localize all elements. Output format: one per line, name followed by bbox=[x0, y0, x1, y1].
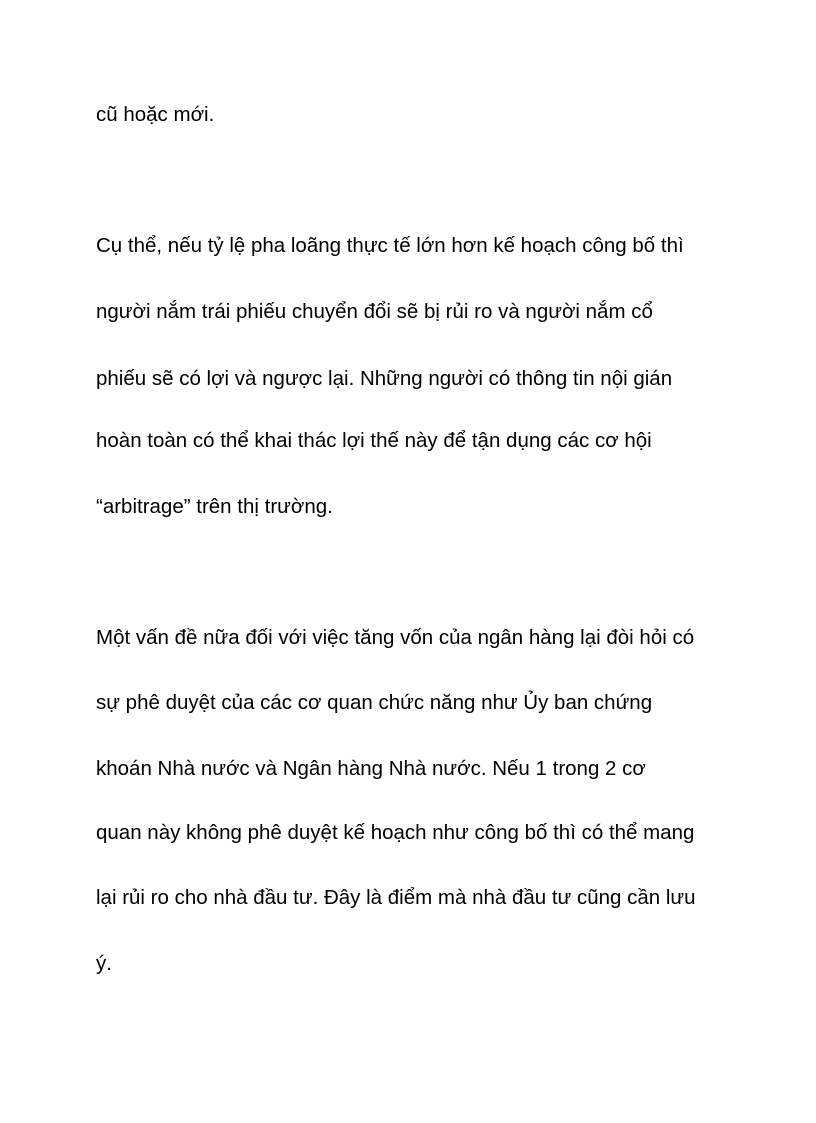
text-line: khoán Nhà nước và Ngân hàng Nhà nước. Nếu 1 trong 2 cơ bbox=[96, 757, 646, 780]
text-line: quan này không phê duyệt kế hoạch như công bố thì có thể mang bbox=[96, 821, 695, 844]
text-line: ý. bbox=[96, 952, 112, 975]
text-line: lại rủi ro cho nhà đầu tư. Đây là điểm mà nhà đầu tư cũng cần lưu bbox=[96, 886, 696, 909]
text-line: hoàn toàn có thể khai thác lợi thế này để tận dụng các cơ hội bbox=[96, 429, 652, 452]
text-line: phiếu sẽ có lợi và ngược lại. Những người có thông tin nội gián bbox=[96, 367, 673, 390]
text-line: Một vấn đề nữa đối với việc tăng vốn của ngân hàng lại đòi hỏi có bbox=[96, 626, 695, 649]
text-line: cũ hoặc mới. bbox=[96, 103, 215, 126]
text-line: Cụ thể, nếu tỷ lệ pha loãng thực tế lớn hơn kế hoạch công bố thì bbox=[96, 234, 684, 257]
text-line: sự phê duyệt của các cơ quan chức năng như Ủy ban chứng bbox=[96, 691, 653, 714]
text-line: người nắm trái phiếu chuyển đổi sẽ bị rủi ro và người nắm cổ bbox=[96, 300, 653, 323]
text-line: “arbitrage” trên thị trường. bbox=[96, 495, 333, 518]
